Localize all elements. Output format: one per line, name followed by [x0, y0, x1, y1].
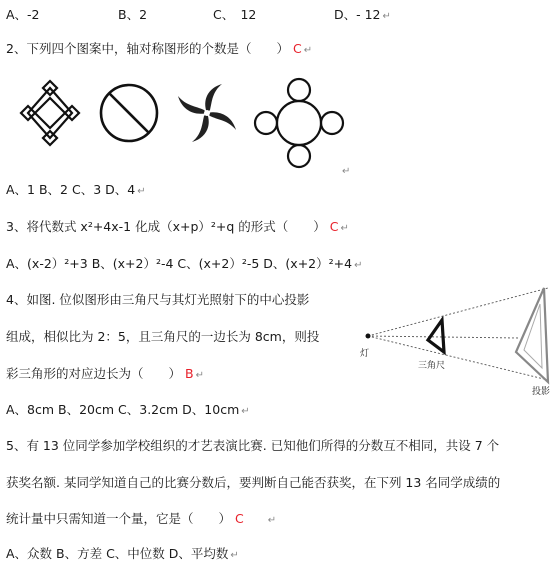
q4-figure-projection: [358, 282, 554, 402]
figure-label-shadow: 投影: [532, 387, 551, 397]
q1-option-a: A、-2: [6, 7, 40, 22]
q1-option-b: B、2: [118, 7, 148, 22]
q2-stem: 2、下列四个图案中，轴对称图形的个数是（ ）: [6, 41, 289, 56]
q2-figure-circles: [252, 76, 346, 170]
q4-stem-line3: [6, 366, 204, 384]
return-mark-icon: ↵: [241, 406, 250, 417]
q4-stem-line2: 组成，相似比为 2：5，且三角尺的一边长为 8cm，则投: [6, 329, 320, 344]
q5-answer: C: [235, 511, 244, 526]
return-mark-icon: ↵: [230, 550, 239, 561]
lamp-icon: [366, 334, 371, 339]
return-mark-icon: ↵: [340, 223, 349, 234]
return-mark-icon: ↵: [354, 260, 363, 271]
q2-figure-squares: [10, 78, 90, 148]
q4-options-line: [6, 402, 250, 420]
q5-stem-line3: [6, 511, 276, 529]
q2-figure-no-sign: [96, 82, 162, 144]
q1-option-c: C、 12: [213, 7, 257, 22]
figure-label-ruler: 三角尺: [418, 361, 446, 371]
q5-options-line: [6, 546, 239, 564]
q3-options: A、(x-2）²+3 B、(x+2）²-4 C、(x+2）²-5 D、(x+2）²+4: [6, 256, 353, 271]
q4-answer: B: [185, 366, 194, 381]
return-mark-icon: ↵: [195, 370, 204, 381]
q4-stem-3: 彩三角形的对应边长为（ ）: [6, 366, 182, 381]
return-mark-icon: ↵: [267, 515, 277, 526]
q2-figure-pinwheel: [172, 80, 242, 146]
q3-options-line: [6, 256, 362, 274]
q3-stem: 3、将代数式 x²+4x-1 化成（x+p）²+q 的形式（ ）: [6, 219, 326, 234]
q2-options: A、1 B、2 C、3 D、4: [6, 182, 136, 197]
q5-stem-line1: 5、有 13 位同学参加学校组织的才艺表演比赛. 已知他们所得的分数互不相同，共设 7 个: [6, 438, 500, 453]
return-mark-icon: ↵: [382, 11, 391, 22]
q5-options: A、众数 B、方差 C、中位数 D、平均数: [6, 546, 229, 561]
q3-stem-line: [6, 219, 349, 237]
q2-answer: C: [292, 41, 302, 56]
triangle-shadow-icon: [516, 288, 548, 382]
q5-stem-line2: 获奖名额. 某同学知道自己的比赛分数后，要判断自己能否获奖，在下列 13 名同学成绩的: [6, 475, 501, 490]
q1-option-d: [334, 7, 391, 25]
q2-options-line: [6, 182, 146, 200]
return-mark-icon: ↵: [137, 186, 146, 197]
figure-label-lamp: 灯: [360, 349, 370, 359]
q4-options: A、8cm B、20cm C、3.2cm D、10cm: [6, 402, 240, 417]
q4-stem-line1: 4、如图. 位似图形由三角尺与其灯光照射下的中心投影: [6, 292, 310, 307]
q2-stem-line: [6, 41, 312, 59]
return-mark-icon: ↵: [342, 166, 351, 177]
q3-answer: C: [329, 219, 339, 234]
q1-option-d-text: D、- 12: [334, 7, 381, 22]
q5-stem-3: 统计量中只需知道一个量，它是（ ）: [6, 511, 232, 526]
triangle-ruler-icon: [428, 320, 444, 352]
return-mark-icon: ↵: [303, 45, 313, 56]
